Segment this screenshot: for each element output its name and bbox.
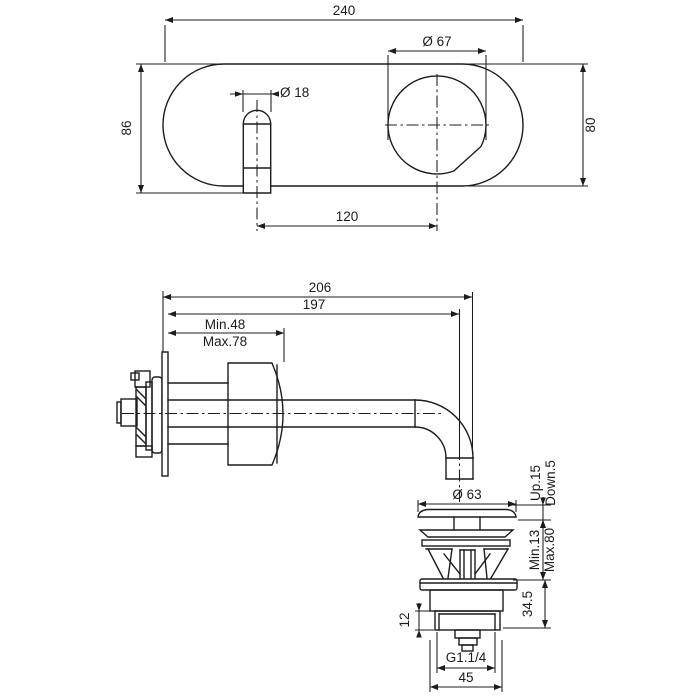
overall-height-label: 86 [119, 120, 134, 136]
spout-projection-label: 197 [302, 297, 326, 312]
body-diameter-label: 45 [458, 670, 474, 685]
dim-spout-diameter [230, 85, 309, 112]
dim-body-diameter [430, 640, 502, 692]
dim-center-distance [257, 209, 437, 226]
waste-cap [418, 510, 516, 518]
dim-overall-width [165, 3, 523, 62]
overall-width-label: 240 [332, 3, 356, 18]
body-height-label: 34.5 [520, 590, 535, 618]
spout-tube [168, 400, 473, 479]
dim-clamp-range [513, 520, 557, 580]
drain-view [397, 460, 558, 692]
clamp-max-label: Max.80 [542, 527, 557, 573]
waste-seat-disc [420, 530, 513, 537]
waste-cage [426, 549, 508, 578]
waste-thread [435, 611, 500, 630]
thread-height-label: 12 [397, 612, 412, 628]
waste-washer [422, 540, 510, 546]
dim-cap-travel [512, 460, 558, 527]
dim-body-height [503, 580, 551, 628]
side-view [117, 280, 473, 502]
backplate-outline [163, 64, 523, 186]
spout-diameter-label: Ø 18 [280, 85, 310, 100]
cap-diameter-label: Ø 63 [452, 487, 482, 502]
waste-body [430, 590, 503, 611]
wall-depth-max-label: Max.78 [202, 334, 248, 349]
center-distance-label: 120 [335, 209, 359, 224]
dim-wall-depth [168, 317, 284, 362]
handle-diameter-label: Ø 67 [422, 34, 452, 49]
plate-height-label: 80 [583, 117, 598, 133]
top-view [119, 3, 598, 231]
waste-tip [455, 630, 480, 651]
clamp-min-label: Min.13 [527, 529, 542, 571]
dim-thread-height [397, 603, 434, 638]
wall-depth-min-label: Min.48 [204, 317, 246, 332]
thread-size-label: G1.1/4 [445, 650, 487, 665]
dim-cap-diameter [418, 487, 516, 512]
dim-overall-height [119, 64, 250, 193]
cap-travel-up-label: Up.15 [528, 464, 543, 502]
total-projection-label: 206 [308, 280, 332, 295]
cap-travel-down-label: Down.5 [543, 460, 558, 506]
waste-flange [420, 579, 517, 590]
